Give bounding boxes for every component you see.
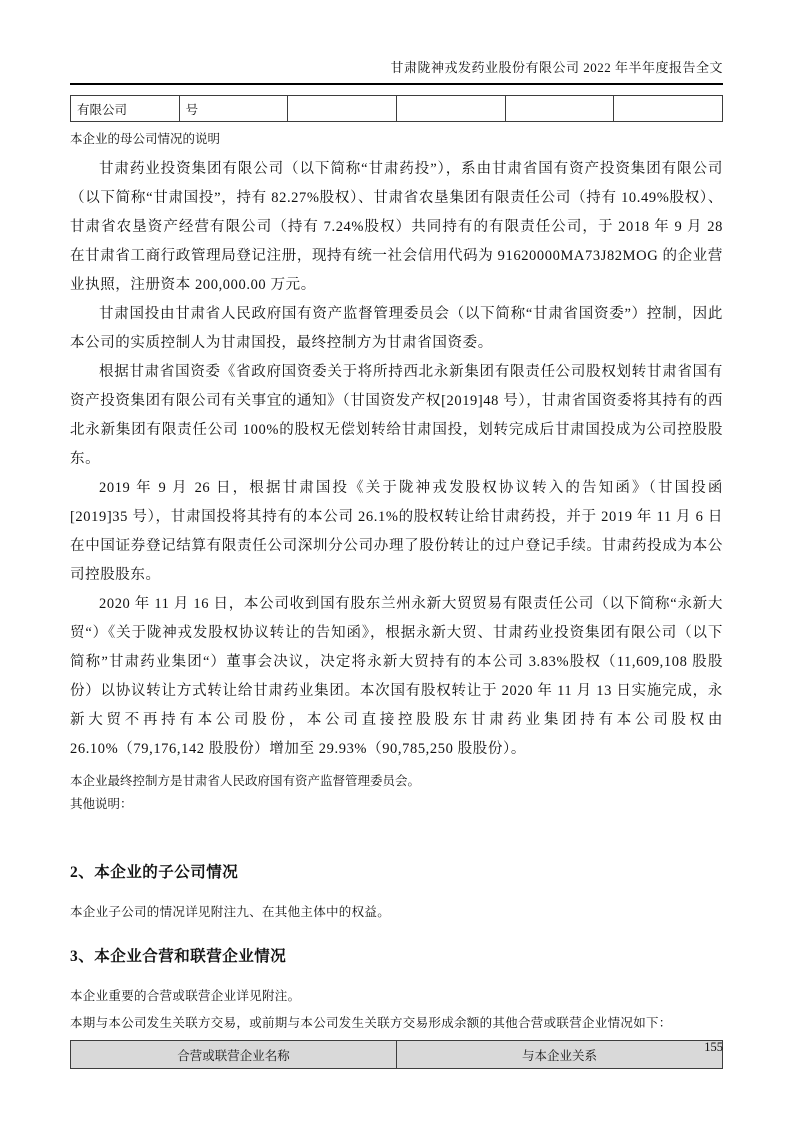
table-cell: 号 <box>179 96 288 122</box>
joint-ventures-table <box>70 1040 723 1069</box>
note-line: 其他说明： <box>70 797 133 811</box>
column-header-relationship: 与本企业关系 <box>397 1041 723 1069</box>
table-cell <box>396 96 505 122</box>
page-number: 155 <box>704 1040 723 1054</box>
column-header-enterprise-name: 合营或联营企业名称 <box>71 1041 397 1069</box>
parent-company-table-continued <box>70 95 723 122</box>
table-header-row <box>71 1041 723 1069</box>
paragraph: 甘肃药业投资集团有限公司（以下简称“甘肃药投”），系由甘肃省国有资产投资集团有限公司（以下简称“甘肃国投”，持有 82.27%股权）、甘肃省农垦集团有限责任公司（持有 10.49%股权）、甘肃省农垦资产经营有限公司（持有 7.24%股权）共同持有的有限责任公司，于 2018 年 9 月 28 在甘肃省工商行政管理局登记注册，现持有统一社会信用代码为 91620000MA73J82MOG 的企业营业执照，注册资本 200,000.00 万元。 <box>70 161 723 293</box>
ultimate-controller-note <box>70 770 723 816</box>
paragraph: 2020 年 11 月 16 日，本公司收到国有股东兰州永新大贸贸易有限责任公司（以下简称“永新大贸“）《关于陇神戎发股权协议转让的告知函》，根据永新大贸、甘肃药业投资集团有限公司（以下简称”甘肃药业集团“）董事会决议，决定将永新大贸持有的本公司 3.83%股权（11,609,108 股股份）以协议转让方式转让给甘肃药业集团。本次国有股权转让于 2020 年 11 月 13 日实施完成，永新大贸不再持有本公司股份，本公司直接控股股东甘肃药业集团持有本公司股权由 26.10%（79,176,142 股股份）增加至 29.93%（90,785,250 股股份）。 <box>70 596 723 757</box>
note-line: 本企业最终控制方是甘肃省人民政府国有资产监督管理委员会。 <box>70 774 421 788</box>
table-cell <box>614 96 723 122</box>
parent-company-description <box>70 155 723 764</box>
paragraph: 甘肃国投由甘肃省人民政府国有资产监督管理委员会（以下简称“甘肃省国资委”）控制，因此本公司的实质控制人为甘肃国投，最终控制方为甘肃省国资委。 <box>70 306 723 351</box>
table-cell: 有限公司 <box>71 96 180 122</box>
parent-company-note-label: 本企业的母公司情况的说明 <box>70 132 221 146</box>
report-title: 甘肃陇神戎发药业股份有限公司 2022 年半年度报告全文 <box>390 60 723 75</box>
section-heading-subsidiaries: 2、本企业的子公司情况 <box>70 864 239 881</box>
joint-ventures-body-1: 本企业重要的合营或联营企业详见附注。 <box>70 989 301 1003</box>
table-row <box>71 96 723 122</box>
table-cell <box>288 96 397 122</box>
section-heading-joint-ventures: 3、本企业合营和联营企业情况 <box>70 948 287 965</box>
paragraph: 根据甘肃省国资委《省政府国资委关于将所持西北永新集团有限责任公司股权划转甘肃省国有资产投资集团有限公司有关事宜的通知》（甘国资发产权[2019]48 号），甘肃省国资委将其持有的西北永新集团有限责任公司 100%的股权无偿划转给甘肃国投，划转完成后甘肃国投成为公司控股股东。 <box>70 364 723 467</box>
page-header <box>70 0 723 85</box>
paragraph: 2019 年 9 月 26 日，根据甘肃国投《关于陇神戎发股权协议转入的告知函》（甘国投函[2019]35 号），甘肃国投将其持有的本公司 26.1%的股权转让给甘肃药投，并于 2019 年 11 月 6 日在中国证券登记结算有限责任公司深圳分公司办理了股份转让的过户登记手续。甘肃药投成为本公司控股股东。 <box>70 480 723 583</box>
joint-ventures-body-2: 本期与本公司发生关联方交易，或前期与本公司发生关联方交易形成余额的其他合营或联营企业情况如下： <box>70 1016 672 1030</box>
subsidiaries-body: 本企业子公司的情况详见附注九、在其他主体中的权益。 <box>70 905 391 919</box>
table-cell <box>505 96 614 122</box>
